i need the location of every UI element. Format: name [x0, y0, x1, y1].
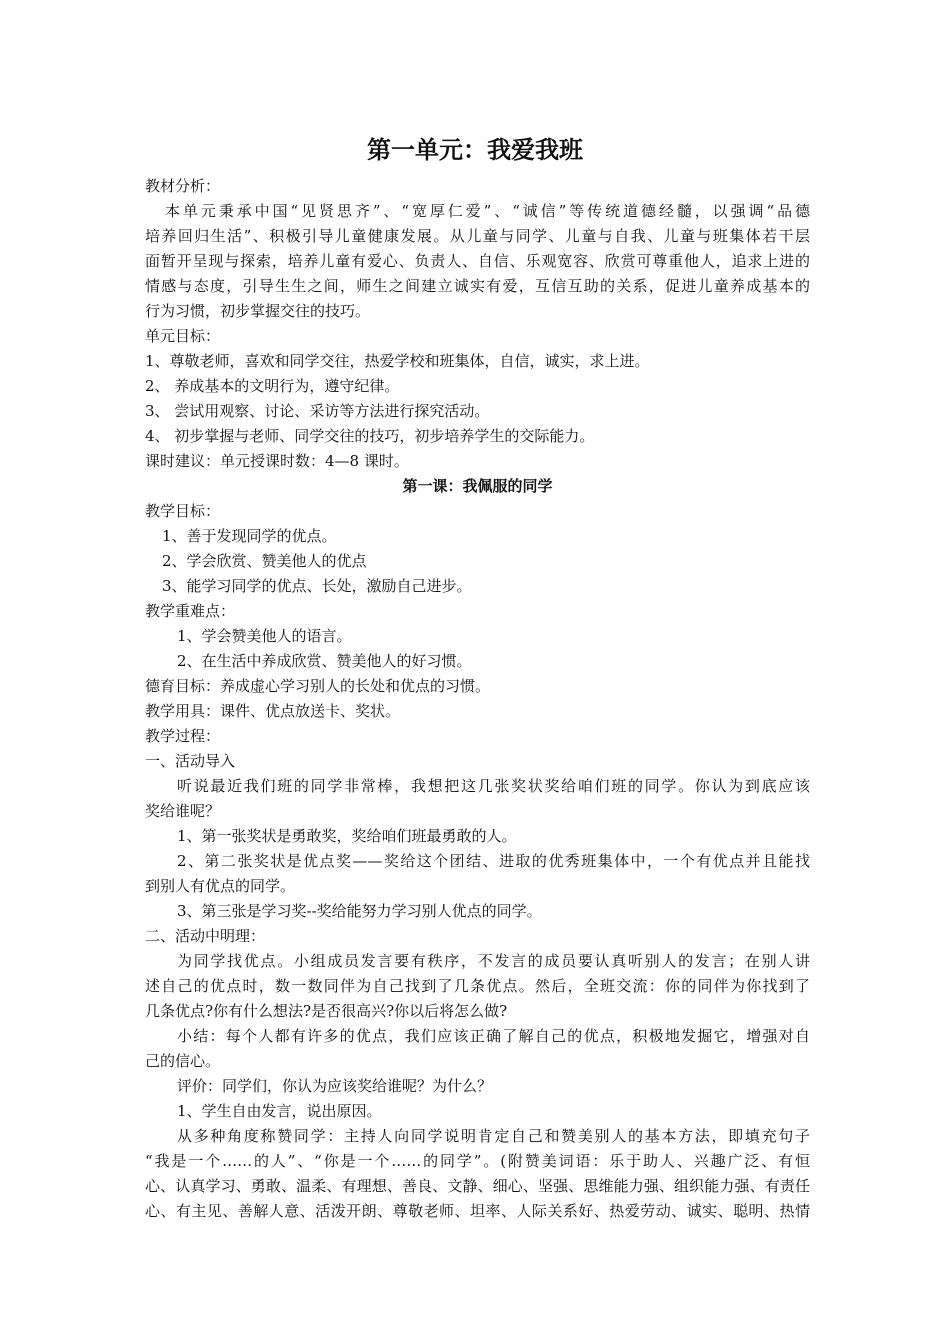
text-line: 己的信心。	[145, 1052, 221, 1070]
text-line: 心、认真学习、勇敢、温柔、有理想、善良、文静、细心、坚强、思维能力强、组织能力强、有责任	[145, 1177, 810, 1195]
text-line: 奖给谁呢？	[145, 802, 221, 820]
text-line: 心、有主见、善解人意、活泼开朗、尊敬老师、坦率、人际关系好、热爱劳动、诚实、聪明、热情	[145, 1202, 810, 1220]
text-line: 1、善于发现同学的优点。	[162, 527, 337, 545]
text-line: 教材分析：	[145, 177, 221, 195]
text-line: 2、 养成基本的文明行为，遵守纪律。	[145, 377, 400, 395]
text-line: 1、尊敬老师，喜欢和同学交往，热爱学校和班集体，自信，诚实，求上进。	[145, 352, 650, 370]
text-line: 3、第三张是学习奖--奖给能努力学习别人优点的同学。	[177, 902, 542, 920]
text-line: 评价：同学们，你认为应该奖给谁呢？为什么？	[177, 1077, 493, 1095]
text-line: 德育目标：养成虚心学习别人的长处和优点的习惯。	[145, 677, 491, 695]
text-line: 培养回归生活”、积极引导儿童健康发展。从儿童与同学、儿童与自我、儿童与班集体若干层	[145, 227, 810, 245]
text-line: 2、在生活中养成欣赏、赞美他人的好习惯。	[177, 652, 472, 670]
text-line: 课时建议：单元授课时数：4—8 课时。	[145, 452, 409, 470]
text-line: 1、学会赞美他人的语言。	[177, 627, 352, 645]
text-line: 教学过程：	[145, 727, 221, 745]
page-title: 第一单元：我爱我班	[367, 135, 583, 164]
text-line: 小结：每个人都有许多的优点，我们应该正确了解自己的优点，积极地发掘它，增强对自	[177, 1027, 810, 1045]
text-line: 听说最近我们班的同学非常棒，我想把这几张奖状奖给咱们班的同学。你认为到底应该	[177, 777, 810, 795]
text-line: 本单元秉承中国“见贤思齐”、“宽厚仁爱”、“诚信”等传统道德经髓，以强调“品德	[165, 202, 810, 220]
text-line: “我是一个……的人”、“你是一个……的同学”。(附赞美词语：乐于助人、兴趣广泛、有恒	[145, 1152, 810, 1170]
text-line: 述自己的优点时，数一数同伴为自己找到了几条优点。然后，全班交流：你的同伴为你找到了	[145, 977, 810, 995]
text-line: 1、学生自由发言，说出原因。	[177, 1102, 382, 1120]
text-line: 3、 尝试用观察、讨论、采访等方法进行探究活动。	[145, 402, 490, 420]
text-line: 2、第二张奖状是优点奖——奖给这个团结、进取的优秀班集体中，一个有优点并且能找	[177, 852, 810, 870]
text-line: 教学重难点：	[145, 602, 236, 620]
text-line: 情感与态度，引导生生之间，师生之间建立诚实有爱，互信互助的关系，促进儿童养成基本的	[145, 277, 810, 295]
text-line: 教学用具：课件、优点放送卡、奖状。	[145, 702, 401, 720]
text-line: 教学目标：	[145, 502, 221, 520]
text-line: 到别人有优点的同学。	[145, 877, 296, 895]
text-line: 面暂开呈现与探索，培养儿童有爱心、负责人、自信、乐观宽容、欣赏可尊重他人，追求上进的	[145, 252, 810, 270]
text-line: 一、活动导入	[145, 752, 236, 770]
text-line: 单元目标：	[145, 327, 221, 345]
text-line: 3、能学习同学的优点、长处，激励自己进步。	[162, 577, 472, 595]
text-line: 4、 初步掌握与老师、同学交往的技巧，初步培养学生的交际能力。	[145, 427, 595, 445]
text-line: 二、活动中明理：	[145, 927, 266, 945]
text-line: 1、第一张奖状是勇敢奖，奖给咱们班最勇敢的人。	[177, 827, 517, 845]
text-line: 从多种角度称赞同学：主持人向同学说明肯定自己和赞美别人的基本方法，即填充句子	[177, 1127, 810, 1145]
text-line: 为同学找优点。小组成员发言要有秩序，不发言的成员要认真听别人的发言；在别人讲	[177, 952, 810, 970]
text-line: 几条优点?你有什么想法?是否很高兴?你以后将怎么做?	[145, 1002, 508, 1020]
lesson-heading: 第一课：我佩服的同学	[402, 477, 553, 495]
text-line: 2、学会欣赏、赞美他人的优点	[162, 552, 367, 570]
text-line: 行为习惯，初步掌握交往的技巧。	[145, 302, 371, 320]
